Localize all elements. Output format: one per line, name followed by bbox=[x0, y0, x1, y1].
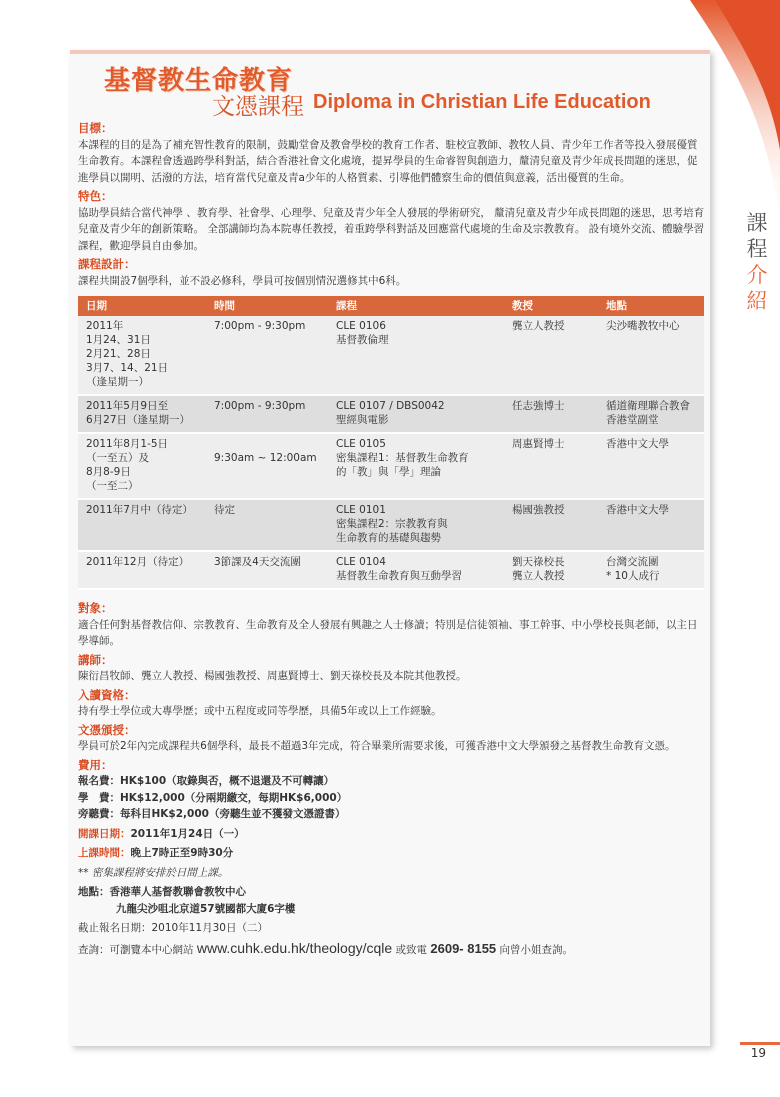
website-link[interactable]: www.cuhk.edu.hk/theology/cqle bbox=[196, 939, 393, 956]
cell-venue: 香港中文大學 bbox=[598, 499, 704, 551]
cell-date: 2011年 1月24、31日 2月21、28日 3月7、14、21日 （逢星期一） bbox=[78, 316, 206, 395]
col-header-time: 時間 bbox=[206, 296, 328, 316]
intensive-note: ** 密集課程將安排於日間上課。 bbox=[78, 866, 229, 879]
side-char: 程 bbox=[746, 237, 768, 261]
col-header-professor: 教授 bbox=[504, 296, 598, 316]
cell-venue: 香港中文大學 bbox=[598, 433, 704, 499]
cell-venue: 循道衛理聯合教會 香港堂副堂 bbox=[598, 395, 704, 433]
features-text: 協助學員結合當代神學 、教育學、社會學、心理學、兒童及青少年全人發展的學術研究， 釐清兒童及青少年成長問題的迷思，思考培育兒童及青少年的創新策略。 全部講師均為本院專任教授，着重跨學科對話及回應當代處境的生命及宗教教育。 設有境外交流、體驗學習課程，歡迎學員自由參加。 bbox=[78, 206, 705, 252]
side-label bbox=[742, 210, 772, 314]
cell-course: CLE 0107 / DBS0042 聖經與電影 bbox=[328, 395, 504, 433]
table-row bbox=[78, 395, 704, 433]
cell-date: 2011年12月（待定） bbox=[78, 551, 206, 589]
table-row bbox=[78, 551, 704, 589]
page-number-bar bbox=[740, 1042, 780, 1045]
venue-line-1: 地點：香港華人基督教聯會教牧中心 bbox=[78, 886, 246, 898]
cell-venue: 台灣交流團 * 10人成行 bbox=[598, 551, 704, 589]
side-char: 課 bbox=[746, 211, 768, 235]
cell-time: 7:00pm - 9:30pm bbox=[206, 395, 328, 433]
objectives-heading: 目標： bbox=[78, 121, 113, 135]
table-row bbox=[78, 316, 704, 395]
objectives-text: 本課程的目的是為了補充智性教育的限制，鼓勵堂會及教會學校的教育工作者、駐校宣教師、教牧人員、青少年工作者等投入發展優質生命教育。本課程會透過跨學科對話，結合香港社會文化處境，提昇學員的生命睿智與創造力，釐清兒童及青少年成長問題的迷思，促進學員以開明、活潑的方法，培育當代兒童及青a少年的人格質素、引導他們體察生命的價值與意義，活出優質的生命。 bbox=[78, 138, 698, 184]
enquiry-line bbox=[78, 940, 706, 959]
fees-heading: 費用： bbox=[78, 757, 113, 772]
diploma-heading: 文憑頒授： bbox=[78, 722, 136, 737]
admission-text: 持有學士學位或大專學歷；或中五程度或同等學歷，具備5年或以上工作經驗。 bbox=[78, 705, 442, 717]
cell-professor: 劉天祿校長 龔立人教授 bbox=[504, 551, 598, 589]
class-time-value: 晚上7時正至9時30分 bbox=[130, 847, 234, 859]
cell-course: CLE 0104 基督教生命教育與互動學習 bbox=[328, 551, 504, 589]
page-number: 19 bbox=[750, 1046, 766, 1060]
cell-course: CLE 0105 密集課程1：基督教生命教育 的「教」與「學」理論 bbox=[328, 433, 504, 499]
class-time-line bbox=[78, 845, 706, 862]
cell-time: 3節課及4天交流團 bbox=[206, 551, 328, 589]
fee-item: 旁聽費：每科目HK$2,000（旁聽生並不獲發文憑證書） bbox=[78, 808, 346, 820]
admission-heading: 入讀資格： bbox=[78, 687, 136, 702]
cell-date: 2011年8月1-5日 （一至五）及 8月8-9日 （一至二） bbox=[78, 433, 206, 499]
cell-professor: 任志強博士 bbox=[504, 395, 598, 433]
side-char: 紹 bbox=[746, 289, 768, 313]
cell-venue: 尖沙嘴教牧中心 bbox=[598, 316, 704, 395]
col-header-course: 課程 bbox=[328, 296, 504, 316]
main-content bbox=[78, 118, 706, 958]
title-english: Diploma in Christian Life Education bbox=[313, 91, 651, 113]
fee-item: 學 費：HK$12,000（分兩期繳交，每期HK$6,000） bbox=[78, 791, 348, 804]
cell-time: 7:00pm - 9:30pm bbox=[206, 316, 328, 395]
subtitle-chinese: 文憑課程 bbox=[212, 94, 304, 120]
lecturers-heading: 講師： bbox=[78, 652, 113, 667]
start-date-value: 2011年1月24日（一） bbox=[130, 827, 245, 840]
cell-date: 2011年5月9日至 6月27日（逢星期一） bbox=[78, 395, 206, 433]
title-chinese: 基督教生命教育 bbox=[104, 66, 294, 96]
col-header-venue: 地點 bbox=[598, 296, 704, 316]
cell-professor: 龔立人教授 bbox=[504, 316, 598, 395]
side-char: 介 bbox=[746, 263, 768, 287]
diploma-text: 學員可於2年內完成課程共6個學科，最長不超過3年完成，符合畢業所需要求後，可獲香港中文大學頒發之基督教生命教育文憑。 bbox=[78, 740, 676, 752]
col-header-date: 日期 bbox=[78, 296, 206, 316]
features-heading: 特色： bbox=[78, 189, 113, 203]
deadline-line: 截止報名日期：2010年11月30日（二） bbox=[78, 922, 268, 934]
design-heading: 課程設計： bbox=[78, 257, 136, 271]
table-header-row bbox=[78, 296, 704, 316]
fee-item: 報名費：HK$100（取錄與否，概不退還及不可轉讓） bbox=[78, 775, 335, 787]
phone-number: 2609- 8155 bbox=[430, 940, 497, 956]
design-text: 課程共開設7個學科，並不設必修科，學員可按個別情況選修其中6科。 bbox=[78, 274, 407, 287]
enquiry-prefix: 查詢：可瀏覽本中心網站 bbox=[78, 943, 194, 956]
start-date-label: 開課日期： bbox=[78, 827, 131, 840]
cell-date: 2011年7月中（待定） bbox=[78, 499, 206, 551]
table-row bbox=[78, 499, 704, 551]
cell-time: 待定 bbox=[206, 499, 328, 551]
class-time-label: 上課時間： bbox=[78, 847, 131, 859]
course-schedule-table bbox=[78, 296, 704, 590]
cell-professor: 楊國強教授 bbox=[504, 499, 598, 551]
venue-line-2: 九龍尖沙咀北京道57號國都大廈6字樓 bbox=[116, 902, 296, 915]
cell-time: 9:30am ~ 12:00am bbox=[206, 433, 328, 499]
table-row bbox=[78, 433, 704, 499]
start-date-line bbox=[78, 826, 706, 843]
cell-course: CLE 0101 密集課程2：宗教教育與 生命教育的基礎與趨勢 bbox=[328, 499, 504, 551]
lecturers-text: 陳衍昌牧師、龔立人教授、楊國強教授、周惠賢博士、劉天祿校長及本院其他教授。 bbox=[78, 670, 467, 682]
cell-course: CLE 0106 基督教倫理 bbox=[328, 316, 504, 395]
audience-heading: 對象： bbox=[78, 601, 113, 615]
enquiry-mid: 或致電 bbox=[395, 943, 428, 956]
enquiry-suffix: 向曾小姐查詢。 bbox=[499, 943, 573, 956]
audience-text: 適合任何對基督教信仰、宗教教育、生命教育及全人發展有興趣之人士修讀；特別是信徒領袖、事工幹事、中小學校長與老師，以主日學導師。 bbox=[78, 618, 698, 647]
cell-professor: 周惠賢博士 bbox=[504, 433, 598, 499]
fees-list bbox=[78, 773, 706, 823]
